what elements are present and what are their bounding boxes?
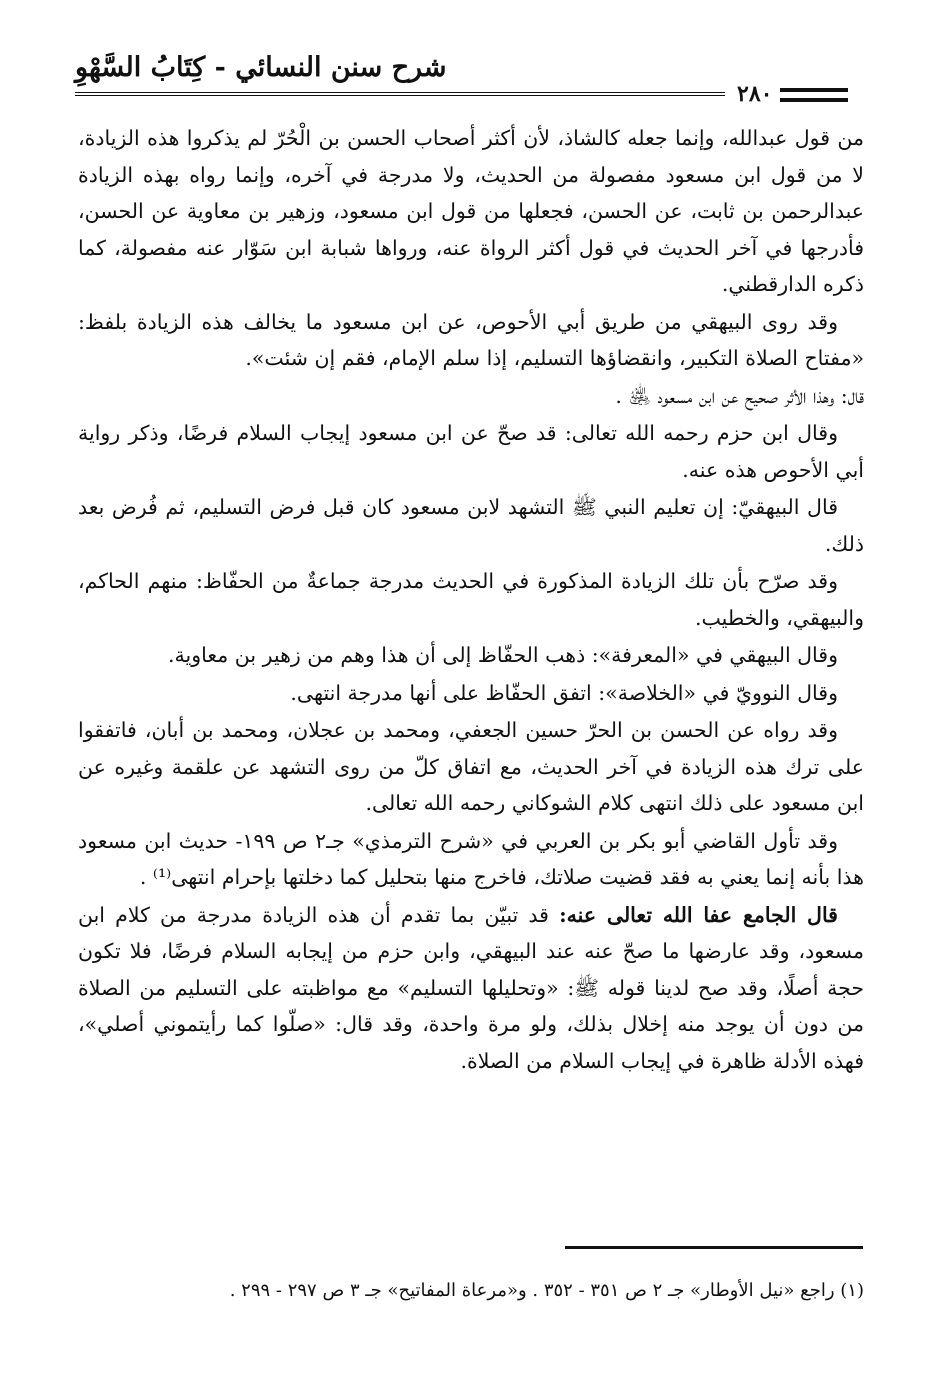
page-number-rule [780,88,848,102]
paragraph-6: وقد صرّح بأن تلك الزيادة المذكورة في الحديث مدرجة جماعةٌ من الحفّاظ: منهم الحاكم، والبيهقي، والخطيب. [78,569,864,630]
main-text [78,120,864,1080]
footnote: (١) راجع «نيل الأوطار» جـ ٢ ص ٣٥١ - ٣٥٢ . و«مرعاة المفاتيح» جـ ٣ ص ٢٩٧ - ٢٩٩ . [229,1280,864,1301]
concluding-text: قد تبيّن بما تقدم أن هذه الزيادة مدرجة من كلام ابن مسعود، وقد عارضها ما صحّ عنه عند البيهقي، وابن حزم من إيجابه السلام فرضًا، فلا تكون حجة أصلًا، وقد صح لدينا قوله ﷺ: «وتحليلها التسليم» مع مواظبته على التسليم من الصلاة من دون أن يوجد منه إخلال بذلك، ولو مرة واحدة، وقد قال: «صلّوا كما رأيتموني أصلي»، فهذه الأدلة ظاهرة في إيجاب السلام من الصلاة. [78,902,864,1073]
concluding-paragraph [78,897,864,1080]
running-title: شرح سنن النسائي - كِتَابُ السَّهْوِ [75,52,447,83]
paragraph-3: قال: وهذا الأثر صحيح عن ابن مسعود ﵁ . [615,383,864,408]
paragraph-1: من قول عبدالله، وإنما جعله كالشاذ، لأن أكثر أصحاب الحسن بن الْحُرّ لم يذكروا هذه الزيادة، لا من قول ابن مسعود مفصولة من الحديث، ولا مدرجة في آخره، وإنما رواه بهذه الزيادة عبدالرحمن بن ثابت، عن الحسن، فجعلها من قول ابن مسعود، وزهير بن معاوية عن الحسن، فأدرجها في آخر الحديث في قول أكثر الرواة عنه، ورواها شبابة ابن سَوّار عنه مفصولة، كما ذكره الدارقطني. [78,126,864,296]
page-header [75,50,865,110]
paragraph-2: وقد روى البيهقي من طريق أبي الأحوص، عن ابن مسعود ما يخالف هذه الزيادة بلفظ: «مفتاح الصلاة التكبير، وانقضاؤها التسليم، إذا سلم الإمام، فقم إن شئت». [78,309,864,370]
paragraph-5: قال البيهقيّ: إن تعليم النبي ﷺ التشهد لابن مسعود كان قبل فرض التسليم، ثم فُرض بعد ذلك. [78,495,864,556]
page-number: ٢٨٠ [737,81,773,107]
paragraph-8: وقال النوويّ في «الخلاصة»: اتفق الحفّاظ على أنها مدرجة انتهى. [290,680,838,705]
paragraph-4: وقال ابن حزم رحمه الله تعالى: قد صحّ عن ابن مسعود إيجاب السلام فرضًا، وذكر رواية أبي الأحوص هذه عنه. [78,421,864,482]
paragraph-9: وقد رواه عن الحسن بن الحرّ حسين الجعفي، ومحمد بن عجلان، ومحمد بن أبان، فاتفقوا على ترك هذه الزيادة في آخر الحديث، مع اتفاق كلّ من روى التشهد عن علقمة وغيره عن ابن مسعود على ذلك انتهى كلام الشوكاني رحمه الله تعالى. [78,718,864,815]
concluding-lead: قال الجامع عفا الله تعالى عنه: [559,902,838,927]
paragraph-7: وقال البيهقي في «المعرفة»: ذهب الحفّاظ إلى أن هذا وهم من زهير بن معاوية. [168,643,838,667]
footnote-separator [565,1246,863,1249]
page-number-area [725,80,865,108]
paragraph-10: وقد تأول القاضي أبو بكر بن العربي في «شرح الترمذي» جـ٢ ص ١٩٩- حديث ابن مسعود هذا بأنه إنما يعني به فقد قضيت صلاتك، فاخرج منها بتحليل كما دخلتها بإحرام انتهى⁽¹⁾ . [78,828,864,889]
